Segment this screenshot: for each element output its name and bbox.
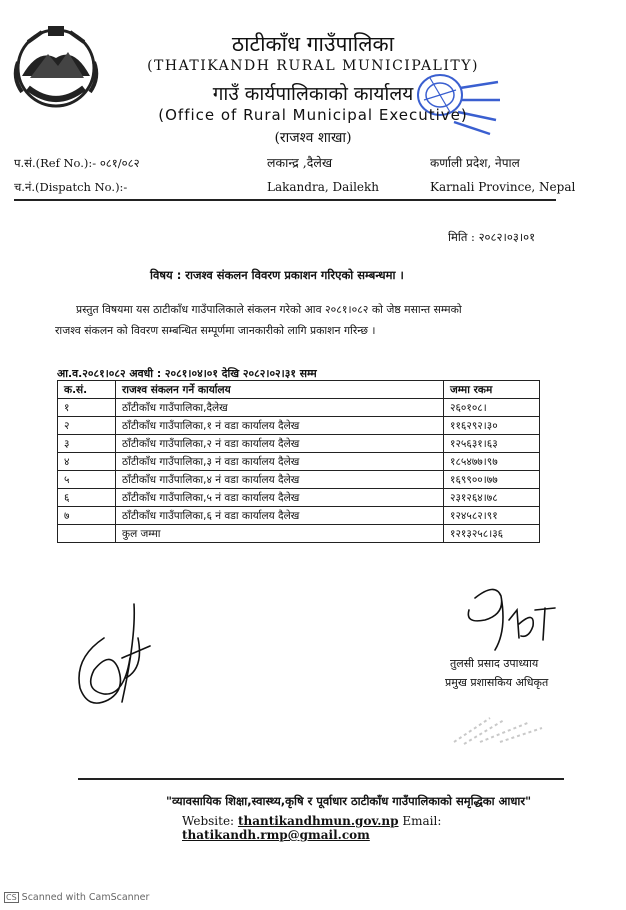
footer-motto: "व्यावसायिक शिक्षा,स्वास्थ्य,कृषि र पूर्वाधार ठाटीकाँध गाउँपालिकाको समृद्धिका आधार" <box>166 794 532 808</box>
row-office: ठाँटीकाँध गाउँपालिका,५ नं वडा कार्यालय दैलेख <box>116 489 444 507</box>
total-label: कुल जम्मा <box>116 525 444 543</box>
website-label: Website: <box>182 814 235 828</box>
row-serial: ३ <box>58 435 116 453</box>
row-office: ठाँटीकाँध गाउँपालिका,दैलेख <box>116 399 444 417</box>
municipality-name-en: (THATIKANDH RURAL MUNICIPALITY) <box>147 58 479 74</box>
row-amount: १२४५८२।९१ <box>444 507 540 525</box>
period-line: आ.व.२०८१।०८२ अवधी : २०८१।०४।०१ देखि २०८२।०२।३१ सम्म <box>57 367 317 380</box>
table-total-row <box>58 525 540 543</box>
row-serial: २ <box>58 417 116 435</box>
signatory-name: तुलसी प्रसाद उपाध्याय <box>450 657 539 670</box>
table-row <box>58 489 540 507</box>
row-amount: ११६२९२।३० <box>444 417 540 435</box>
body-line-1: प्रस्तुत विषयमा यस ठाटीकाँध गाउँपालिकाले संकलन गरेको आव २०८१।०८२ को जेष्ठ मसान्त सम्मको <box>76 303 462 316</box>
total-blank <box>58 525 116 543</box>
table-row <box>58 399 540 417</box>
row-amount: २६०१०८। <box>444 399 540 417</box>
section-name-np: (राजश्व शाखा) <box>274 130 352 146</box>
faint-stamp-icon <box>450 708 550 748</box>
col-header-amount: जम्मा रकम <box>444 381 540 399</box>
row-office: ठाँटीकाँध गाउँपालिका,१ नं वडा कार्यालय दैलेख <box>116 417 444 435</box>
row-serial: ७ <box>58 507 116 525</box>
letter-date: मिति : २०८२।०३।०१ <box>448 230 536 244</box>
camscanner-icon: CS <box>6 893 17 902</box>
ref-value: ०८१/०८२ <box>99 156 140 170</box>
ref-label: प.सं.(Ref No.):- <box>14 156 97 170</box>
row-office: ठाँटीकाँध गाउँपालिका,३ नं वडा कार्यालय दैलेख <box>116 453 444 471</box>
province-en: Karnali Province, Nepal <box>430 180 576 194</box>
row-office: ठाँटीकाँध गाउँपालिका,६ नं वडा कार्यालय दैलेख <box>116 507 444 525</box>
col-header-office: राजश्व संकलन गर्ने कार्यालय <box>116 381 444 399</box>
website-link[interactable]: thantikandhmun.gov.np <box>237 814 399 828</box>
revenue-table <box>57 380 540 543</box>
scanner-watermark <box>4 892 149 903</box>
table-row <box>58 435 540 453</box>
footer-divider <box>78 778 564 780</box>
row-serial: ६ <box>58 489 116 507</box>
subject-line: विषय : राजश्व संकलन विवरण प्रकाशन गरिएको सम्बन्धमा । <box>150 268 404 282</box>
municipality-name-np: ठाटीकाँध गाउँपालिका <box>231 32 395 56</box>
row-office: ठाँटीकाँध गाउँपालिका,४ नं वडा कार्यालय दैलेख <box>116 471 444 489</box>
row-serial: ४ <box>58 453 116 471</box>
table-row <box>58 453 540 471</box>
footer-contact <box>182 814 626 842</box>
row-office: ठाँटीकाँध गाउँपालिका,२ नं वडा कार्यालय दैलेख <box>116 435 444 453</box>
province-np: कर्णाली प्रदेश, नेपाल <box>430 156 520 170</box>
table-row <box>58 471 540 489</box>
dispatch-label: च.नं.(Dispatch No.):- <box>14 180 128 194</box>
location-np: लकान्द्र ,दैलेख <box>267 155 333 170</box>
body-line-2: राजश्व संकलन को विवरण सम्बन्धित सम्पूर्णमा जानकारीको लागि प्रकाशन गरिन्छ । <box>55 324 376 337</box>
total-value: १२१३२५८।३६ <box>444 525 540 543</box>
table-row <box>58 417 540 435</box>
row-serial: १ <box>58 399 116 417</box>
scanner-text: Scanned with CamScanner <box>21 892 150 903</box>
email-link[interactable]: thatikandh.rmp@gmail.com <box>182 828 370 842</box>
right-signature <box>455 580 565 658</box>
row-amount: १६९९००।७७ <box>444 471 540 489</box>
row-amount: २३१२६४।७८ <box>444 489 540 507</box>
col-header-serial: क.सं. <box>58 381 116 399</box>
office-name-np: गाउँ कार्यपालिकाको कार्यालय <box>212 83 414 105</box>
location-en: Lakandra, Dailekh <box>267 180 380 194</box>
left-signature <box>64 598 164 716</box>
table-header-row <box>58 381 540 399</box>
signatory-title: प्रमुख प्रशासकिय अधिकृत <box>445 676 549 689</box>
row-serial: ५ <box>58 471 116 489</box>
ref-number <box>14 156 140 171</box>
email-label: Email: <box>402 814 442 828</box>
office-name-en: (Office of Rural Municipal Executive) <box>158 106 468 124</box>
header-divider <box>14 199 556 201</box>
table-row <box>58 507 540 525</box>
row-amount: १८५४७७।९७ <box>444 453 540 471</box>
row-amount: १२५६३१।६३ <box>444 435 540 453</box>
